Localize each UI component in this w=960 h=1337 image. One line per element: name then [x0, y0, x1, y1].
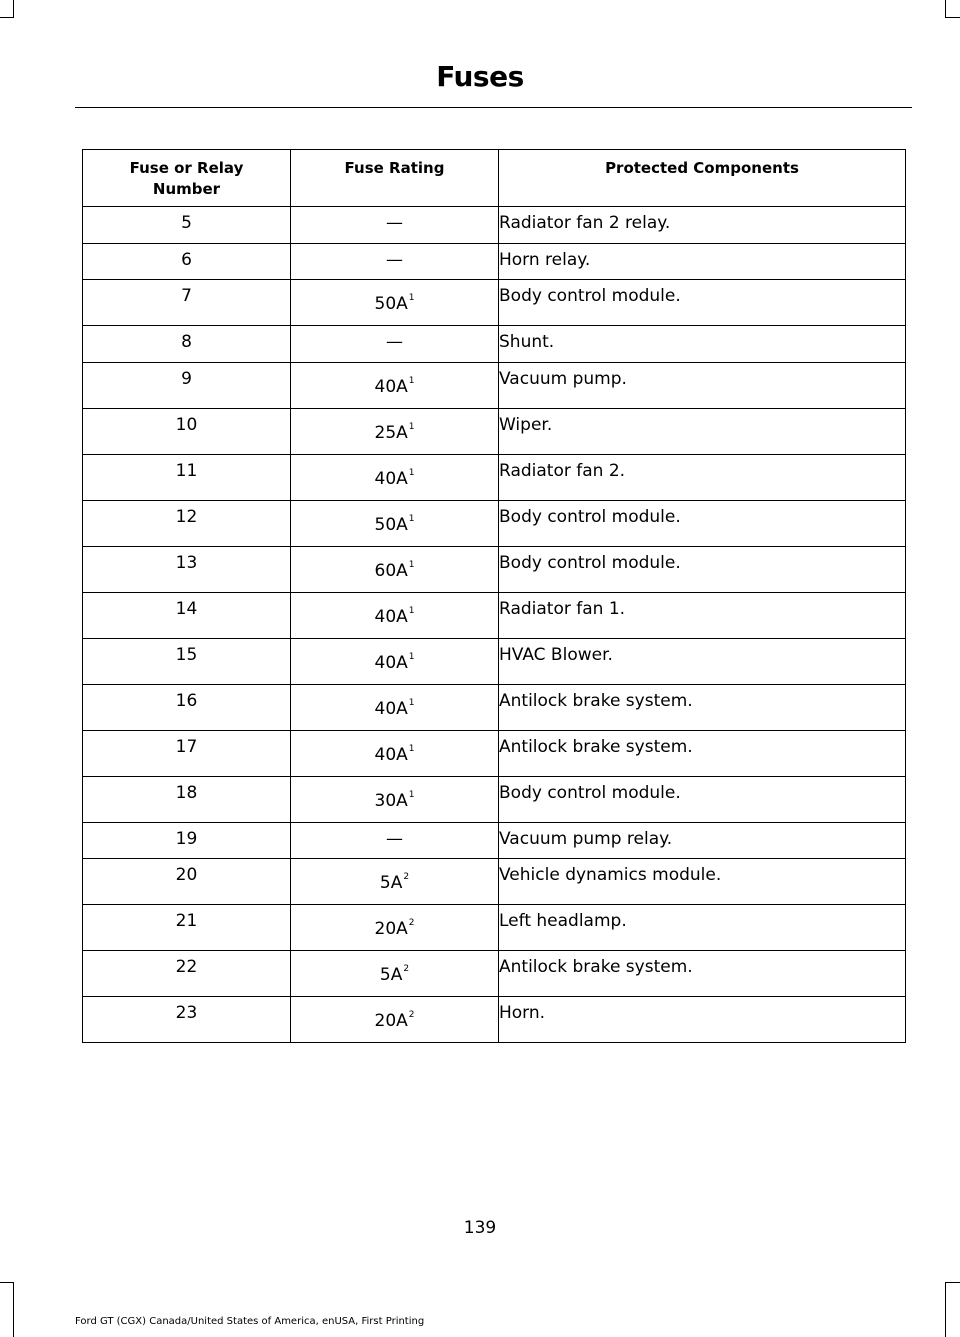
table-row [83, 207, 906, 244]
fuse-rating-cell [291, 454, 499, 500]
fuse-rating-value: 25A [374, 422, 408, 443]
fuse-number-cell: 20 [83, 859, 291, 905]
protected-component-cell: Body control module. [499, 500, 906, 546]
protected-component-cell: Wiper. [499, 408, 906, 454]
fuse-number-cell: 14 [83, 592, 291, 638]
fuse-number-cell: 13 [83, 546, 291, 592]
fuse-rating-cell [291, 905, 499, 951]
fuse-rating-cell [291, 684, 499, 730]
fuse-rating-value: 50A [374, 514, 408, 535]
fuse-rating-value: — [386, 249, 403, 270]
footnote-marker: 1 [408, 697, 415, 708]
protected-component-cell: Body control module. [499, 280, 906, 326]
table-row [83, 776, 906, 822]
footnote-marker: 2 [408, 1010, 415, 1020]
footnote-marker: 1 [408, 743, 415, 754]
fuse-rating-value: 40A [374, 698, 408, 719]
fuse-number-cell: 23 [83, 997, 291, 1043]
fuse-rating-value: 40A [374, 376, 408, 397]
crop-mark-bottom-left-h [0, 1282, 14, 1283]
table-row [83, 592, 906, 638]
fuse-rating-value: 5A [379, 873, 403, 893]
footnote-marker: 1 [408, 651, 415, 662]
column-header-number-label: Fuse or Relay Number [129, 159, 244, 198]
table-row [83, 997, 906, 1043]
fuse-rating-cell [291, 280, 499, 326]
protected-component-cell: Vacuum pump relay. [499, 822, 906, 859]
fuse-rating-value: 40A [374, 468, 408, 489]
protected-component-cell: Vacuum pump. [499, 362, 906, 408]
protected-component-cell: HVAC Blower. [499, 638, 906, 684]
fuse-rating-cell [291, 408, 499, 454]
protected-component-cell: Shunt. [499, 326, 906, 363]
fuse-rating-value: 40A [374, 606, 408, 627]
table-row [83, 905, 906, 951]
protected-component-cell: Radiator fan 2 relay. [499, 207, 906, 244]
protected-component-cell: Antilock brake system. [499, 951, 906, 997]
footnote-marker: 2 [403, 964, 410, 974]
fuse-number-cell: 12 [83, 500, 291, 546]
table-row [83, 951, 906, 997]
title-divider [75, 107, 912, 108]
table-row [83, 280, 906, 326]
fuse-number-cell: 5 [83, 207, 291, 244]
table-row [83, 730, 906, 776]
footnote-marker: 1 [408, 559, 415, 570]
footnote-marker: 2 [403, 872, 410, 882]
crop-mark-top-left-v [13, 0, 14, 18]
table-row [83, 859, 906, 905]
fuse-rating-value: 30A [374, 790, 408, 811]
crop-mark-top-right-h [945, 17, 960, 18]
table-row [83, 546, 906, 592]
fuse-rating-cell [291, 730, 499, 776]
fuse-rating-cell [291, 776, 499, 822]
footnote-marker: 1 [408, 789, 415, 800]
fuse-rating-value: 50A [374, 294, 408, 314]
page-title: Fuses [436, 60, 524, 93]
fuse-rating-value: — [386, 828, 403, 849]
fuse-rating-cell [291, 326, 499, 363]
protected-component-cell: Body control module. [499, 776, 906, 822]
fuse-rating-value: 5A [379, 965, 403, 985]
table-row [83, 243, 906, 280]
fuse-rating-value: 40A [374, 652, 408, 673]
fuse-number-cell: 18 [83, 776, 291, 822]
fuse-number-cell: 11 [83, 454, 291, 500]
fuse-rating-value: 20A [374, 919, 408, 939]
table-row [83, 408, 906, 454]
crop-mark-top-left-h [0, 17, 14, 18]
column-header-rating: Fuse Rating [291, 150, 499, 207]
fuse-rating-value: — [386, 213, 403, 233]
protected-component-cell: Left headlamp. [499, 905, 906, 951]
protected-component-cell: Antilock brake system. [499, 684, 906, 730]
footnote-marker: 1 [408, 467, 415, 478]
fuse-number-cell: 8 [83, 326, 291, 363]
protected-component-cell: Horn. [499, 997, 906, 1043]
footnote-marker: 1 [408, 421, 415, 432]
fuse-rating-value: 40A [374, 744, 408, 765]
fuse-number-cell: 21 [83, 905, 291, 951]
page-number: 139 [463, 1218, 497, 1238]
protected-component-cell: Horn relay. [499, 243, 906, 280]
crop-mark-bottom-right-v [945, 1282, 946, 1337]
footer-text: Ford GT (CGX) Canada/United States of America, enUSA, First Printing [75, 1316, 425, 1327]
table-row [83, 684, 906, 730]
fuse-rating-cell [291, 500, 499, 546]
fuse-number-cell: 6 [83, 243, 291, 280]
fuse-rating-cell [291, 546, 499, 592]
fuse-rating-cell [291, 243, 499, 280]
protected-component-cell: Radiator fan 2. [499, 454, 906, 500]
fuse-rating-cell [291, 997, 499, 1043]
fuse-number-cell: 19 [83, 822, 291, 859]
footnote-marker: 1 [408, 375, 415, 386]
table-row [83, 500, 906, 546]
protected-component-cell: Radiator fan 1. [499, 592, 906, 638]
protected-component-cell: Antilock brake system. [499, 730, 906, 776]
fuse-rating-cell [291, 207, 499, 244]
fuse-rating-value: 20A [374, 1011, 408, 1031]
table-row [83, 454, 906, 500]
footnote-marker: 2 [408, 918, 415, 928]
crop-mark-bottom-left-v [13, 1282, 14, 1337]
fuse-number-cell: 17 [83, 730, 291, 776]
column-header-number [83, 150, 291, 207]
protected-component-cell: Vehicle dynamics module. [499, 859, 906, 905]
protected-component-cell: Body control module. [499, 546, 906, 592]
fuse-rating-cell [291, 638, 499, 684]
fuse-rating-value: — [386, 332, 403, 352]
column-header-components: Protected Components [499, 150, 906, 207]
fuse-rating-value: 60A [374, 560, 408, 581]
crop-mark-bottom-right-h [945, 1282, 960, 1283]
crop-mark-top-right-v [945, 0, 946, 18]
fuse-rating-cell [291, 951, 499, 997]
table-row [83, 362, 906, 408]
fuse-rating-cell [291, 362, 499, 408]
footnote-marker: 1 [408, 293, 415, 303]
fuse-number-cell: 22 [83, 951, 291, 997]
table-row [83, 638, 906, 684]
fuse-rating-cell [291, 822, 499, 859]
fuse-number-cell: 15 [83, 638, 291, 684]
fuse-table [82, 149, 906, 1043]
table-row [83, 326, 906, 363]
fuse-rating-cell [291, 592, 499, 638]
fuse-number-cell: 16 [83, 684, 291, 730]
fuse-number-cell: 9 [83, 362, 291, 408]
table-header-row [83, 150, 906, 207]
fuse-rating-cell [291, 859, 499, 905]
fuse-number-cell: 10 [83, 408, 291, 454]
table-body [83, 207, 906, 1043]
fuse-number-cell: 7 [83, 280, 291, 326]
table-row [83, 822, 906, 859]
footnote-marker: 1 [408, 513, 415, 524]
footnote-marker: 1 [408, 605, 415, 616]
